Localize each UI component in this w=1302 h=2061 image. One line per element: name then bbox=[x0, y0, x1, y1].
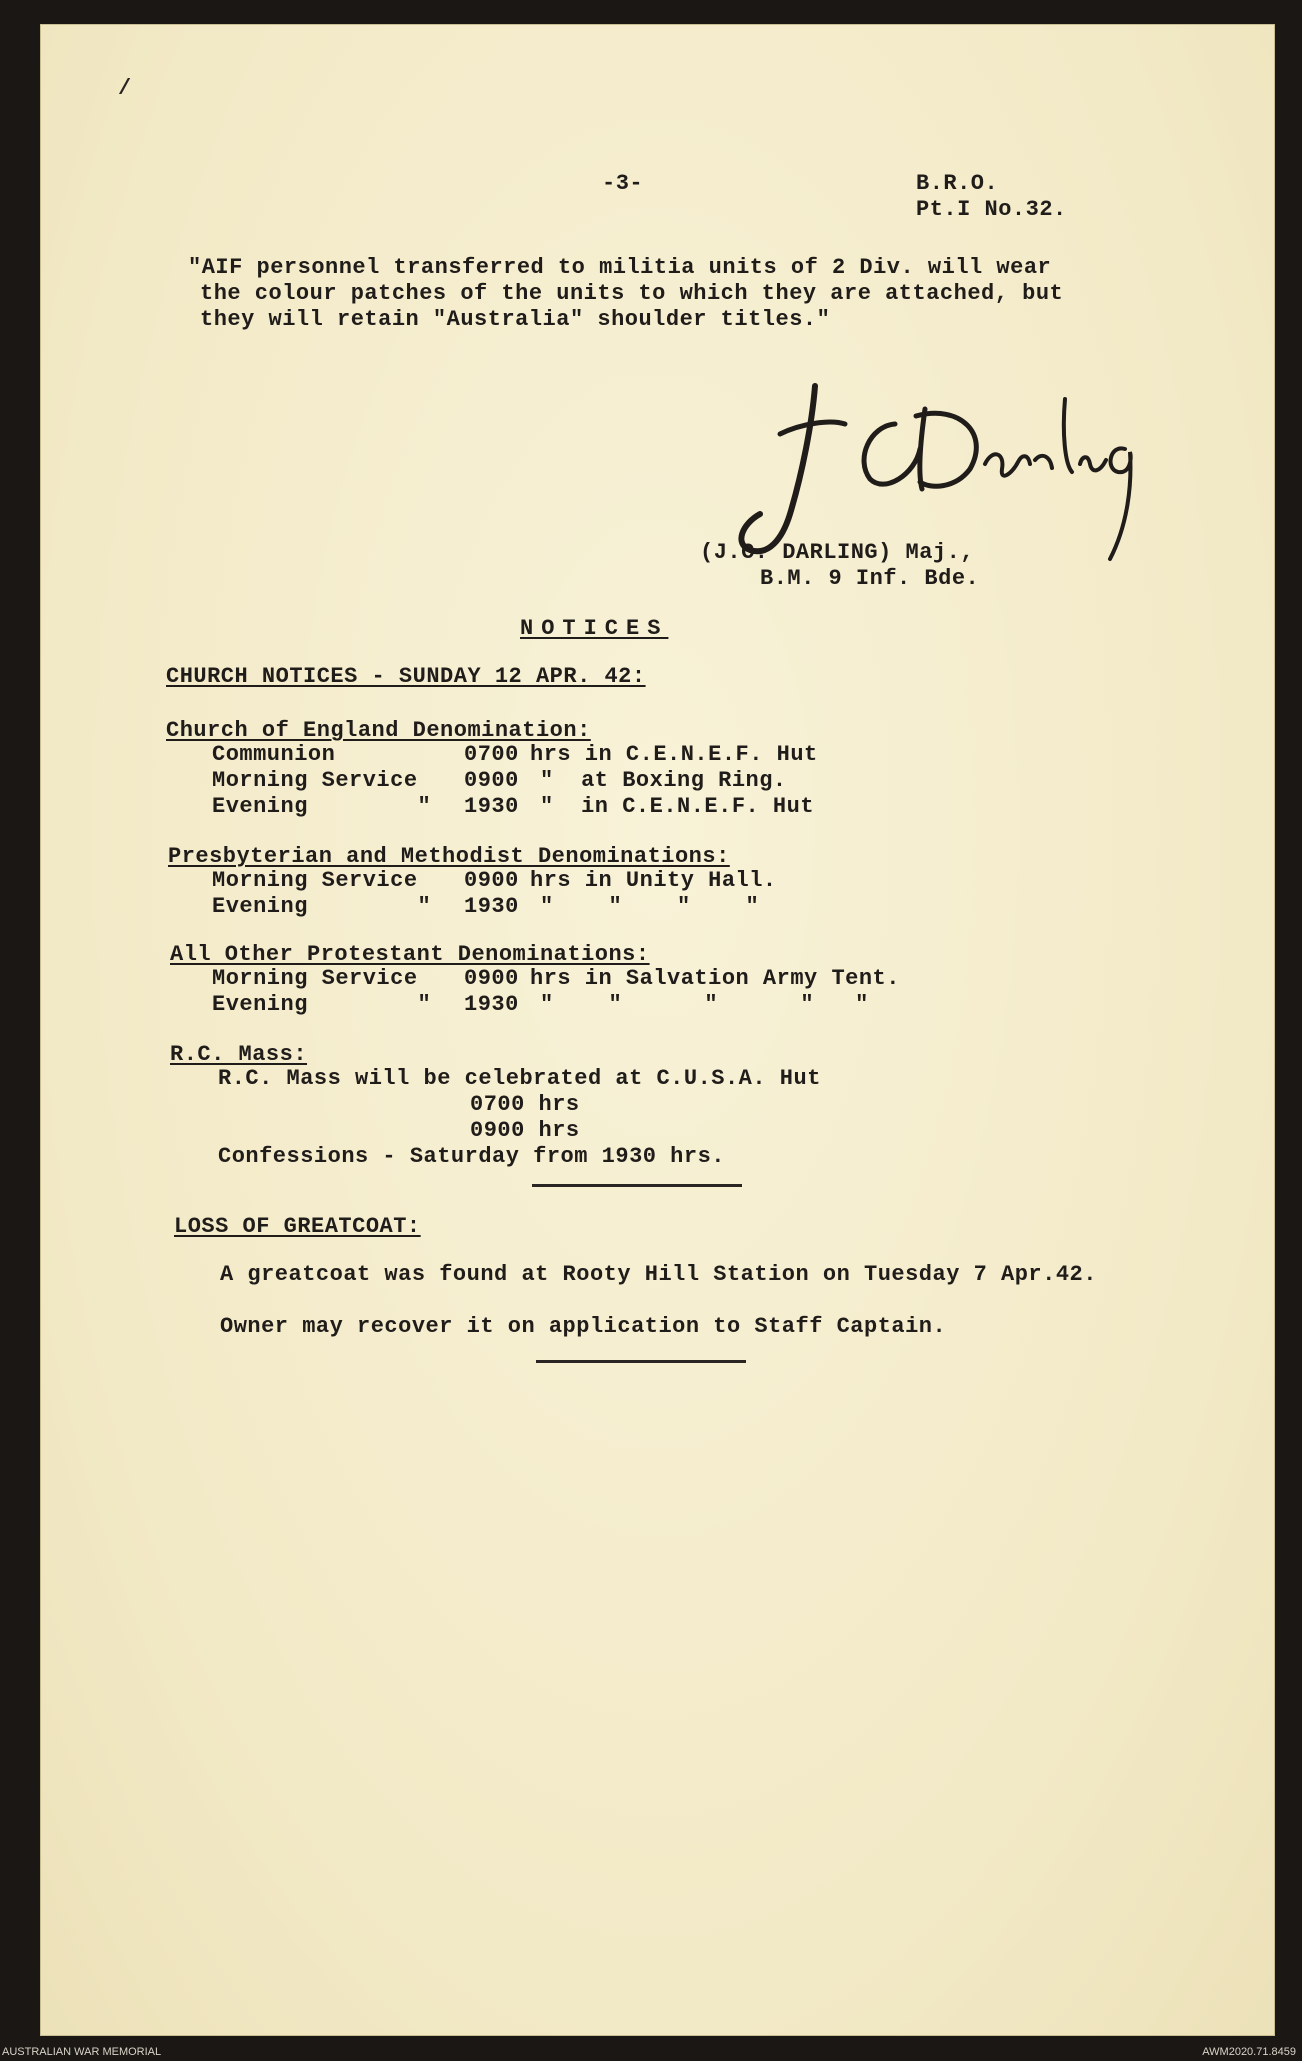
footer-left: AUSTRALIAN WAR MEMORIAL bbox=[2, 2046, 162, 2058]
page-number: -3- bbox=[602, 171, 644, 196]
margin-mark: / bbox=[118, 76, 132, 101]
other-protestant-row-2-service: Evening " bbox=[212, 992, 432, 1017]
church-notices-heading: CHURCH NOTICES - SUNDAY 12 APR. 42: bbox=[166, 664, 646, 689]
other-protestant-row-1-detail: hrs in Salvation Army Tent. bbox=[530, 966, 900, 991]
presbyterian-row-1-detail: hrs in Unity Hall. bbox=[530, 868, 777, 893]
rc-mass-line: R.C. Mass will be celebrated at C.U.S.A. Hut bbox=[218, 1066, 821, 1091]
presbyterian-row-2-service: Evening " bbox=[212, 894, 432, 919]
other-protestant-row-1-service: Morning Service bbox=[212, 966, 418, 991]
notices-title: NOTICES bbox=[520, 616, 669, 641]
other-protestant-row-2-time: 1930 bbox=[464, 992, 519, 1017]
cofe-row-1-time: 0700 bbox=[464, 742, 519, 767]
presbyterian-heading: Presbyterian and Methodist Denominations: bbox=[168, 844, 730, 869]
footer-right: AWM2020.71.8459 bbox=[1202, 2046, 1296, 2058]
cofe-heading: Church of England Denomination: bbox=[166, 718, 591, 743]
cofe-row-1-detail: hrs in C.E.N.E.F. Hut bbox=[530, 742, 818, 767]
signatory-title: B.M. 9 Inf. Bde. bbox=[760, 566, 980, 591]
cofe-row-3-service: Evening " bbox=[212, 794, 432, 819]
cofe-row-3-time: 1930 bbox=[464, 794, 519, 819]
end-divider bbox=[536, 1360, 746, 1363]
reference-line-1: B.R.O. bbox=[916, 171, 999, 196]
cofe-row-2-detail: " at Boxing Ring. bbox=[540, 768, 787, 793]
cofe-row-2-service: Morning Service bbox=[212, 768, 418, 793]
presbyterian-row-1-time: 0900 bbox=[464, 868, 519, 893]
cofe-row-3-detail: " in C.E.N.E.F. Hut bbox=[540, 794, 815, 819]
greatcoat-heading: LOSS OF GREATCOAT: bbox=[174, 1214, 421, 1239]
quote-line-2: the colour patches of the units to which they are attached, but bbox=[200, 281, 1064, 306]
greatcoat-line-1: A greatcoat was found at Rooty Hill Station on Tuesday 7 Apr.42. bbox=[220, 1262, 1097, 1287]
greatcoat-line-2: Owner may recover it on application to Staff Captain. bbox=[220, 1314, 947, 1339]
cofe-row-2-time: 0900 bbox=[464, 768, 519, 793]
document-page bbox=[40, 24, 1275, 2036]
presbyterian-row-2-detail: " " " " bbox=[540, 894, 760, 919]
rc-mass-time-1: 0700 hrs bbox=[470, 1092, 580, 1117]
confessions-line: Confessions - Saturday from 1930 hrs. bbox=[218, 1144, 725, 1169]
quote-line-1: "AIF personnel transferred to militia units of 2 Div. will wear bbox=[188, 255, 1052, 280]
quote-line-3: they will retain "Australia" shoulder titles." bbox=[200, 307, 831, 332]
other-protestant-row-1-time: 0900 bbox=[464, 966, 519, 991]
reference-line-2: Pt.I No.32. bbox=[916, 197, 1067, 222]
section-divider bbox=[532, 1184, 742, 1187]
presbyterian-row-2-time: 1930 bbox=[464, 894, 519, 919]
other-protestant-heading: All Other Protestant Denominations: bbox=[170, 942, 650, 967]
rc-mass-time-2: 0900 hrs bbox=[470, 1118, 580, 1143]
signatory-name: (J.C. DARLING) Maj., bbox=[700, 540, 975, 565]
other-protestant-row-2-detail: " " " " " bbox=[540, 992, 869, 1017]
rc-mass-heading: R.C. Mass: bbox=[170, 1042, 308, 1067]
cofe-row-1-service: Communion bbox=[212, 742, 336, 767]
presbyterian-row-1-service: Morning Service bbox=[212, 868, 418, 893]
